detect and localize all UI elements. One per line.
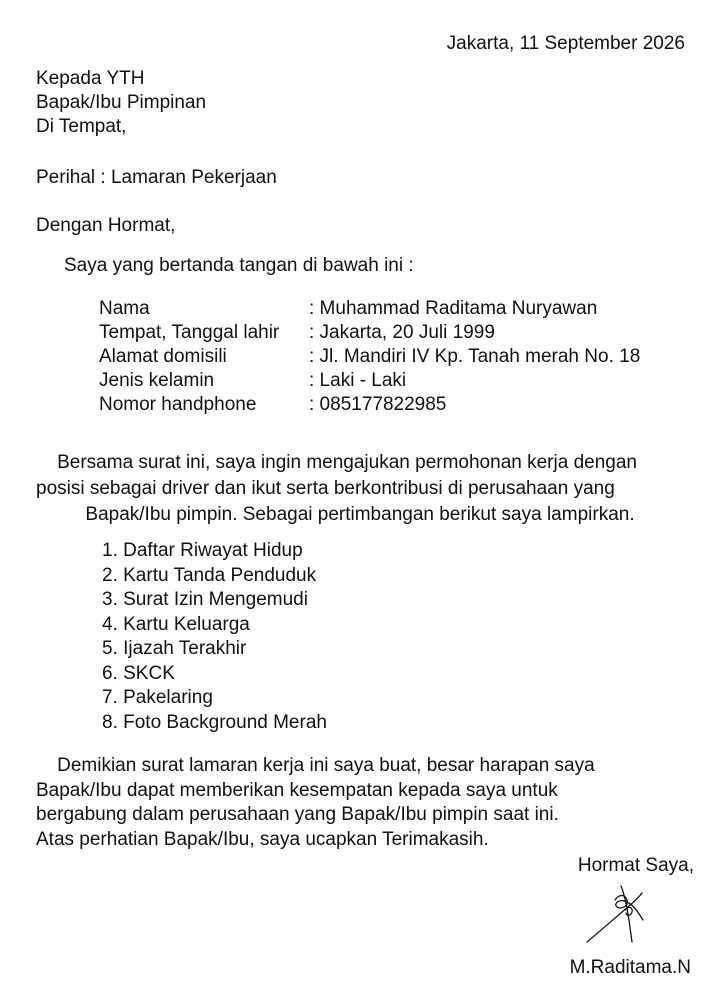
attachment-item: 5. Ijazah Terakhir: [102, 638, 247, 659]
detail-value: : Muhammad Raditama Nuryawan: [309, 298, 598, 319]
detail-row: [99, 369, 640, 393]
paragraph-line: Bapak/Ibu pimpin. Sebagai pertimbangan berikut saya lampirkan.: [85, 504, 635, 525]
paragraph-line: Bersama surat ini, saya ingin mengajukan permohonan kerja dengan: [36, 452, 637, 473]
detail-row: [99, 297, 640, 321]
recipient-line: Kepada YTH: [36, 68, 145, 89]
detail-label: Nama: [99, 298, 150, 319]
detail-value: : Jakarta, 20 Juli 1999: [309, 322, 495, 343]
signature-icon: [585, 880, 645, 950]
personal-details: [99, 297, 640, 417]
detail-value: : Laki - Laki: [309, 370, 407, 391]
paragraph-line: bergabung dalam perusahaan yang Bapak/Ibu pimpin saat ini.: [36, 804, 559, 825]
recipient-line: Di Tempat,: [36, 116, 127, 137]
detail-row: [99, 345, 640, 369]
attachment-item: 2. Kartu Tanda Penduduk: [102, 564, 317, 586]
intro-line: Saya yang bertanda tangan di bawah ini :: [64, 255, 414, 276]
subject-line: Perihal : Lamaran Pekerjaan: [36, 167, 277, 188]
recipient-line: Bapak/Ibu Pimpinan: [36, 92, 207, 113]
detail-row: [99, 321, 640, 345]
attachment-item: 8. Foto Background Merah: [102, 711, 327, 733]
signer-name: M.Raditama.N: [569, 957, 691, 978]
attachment-item: 7. Pakelaring: [102, 687, 213, 708]
detail-label: Nomor handphone: [99, 394, 257, 415]
attachment-item: 6. SKCK: [102, 662, 175, 684]
attachment-item: 4. Kartu Keluarga: [102, 613, 250, 635]
detail-label: Tempat, Tanggal lahir: [99, 322, 280, 343]
attachment-list: [102, 539, 327, 735]
detail-value: : 085177822985: [309, 394, 447, 415]
body-paragraph-1: [36, 450, 684, 528]
detail-label: Jenis kelamin: [99, 370, 215, 391]
detail-label: Alamat domisili: [99, 346, 227, 367]
paragraph-line: Atas perhatian Bapak/Ibu, saya ucapkan Terimakasih.: [36, 828, 489, 850]
greeting: Dengan Hormat,: [36, 215, 176, 236]
body-paragraph-2: [36, 754, 684, 852]
paragraph-line: Bapak/Ibu dapat memberikan kesempatan kepada saya untuk: [36, 779, 558, 801]
recipient-block: [36, 67, 206, 139]
closing: Hormat Saya,: [577, 855, 694, 876]
letter-date: Jakarta, 11 September 2026: [446, 33, 685, 54]
attachment-item: 3. Surat Izin Mengemudi: [102, 589, 308, 610]
detail-value: : Jl. Mandiri IV Kp. Tanah merah No. 18: [309, 346, 641, 367]
attachment-item: 1. Daftar Riwayat Hidup: [102, 540, 303, 561]
paragraph-line: posisi sebagai driver dan ikut serta berkontribusi di perusahaan yang: [36, 478, 615, 499]
paragraph-line: Demikian surat lamaran kerja ini saya buat, besar harapan saya: [36, 755, 595, 776]
detail-row: [99, 393, 640, 417]
